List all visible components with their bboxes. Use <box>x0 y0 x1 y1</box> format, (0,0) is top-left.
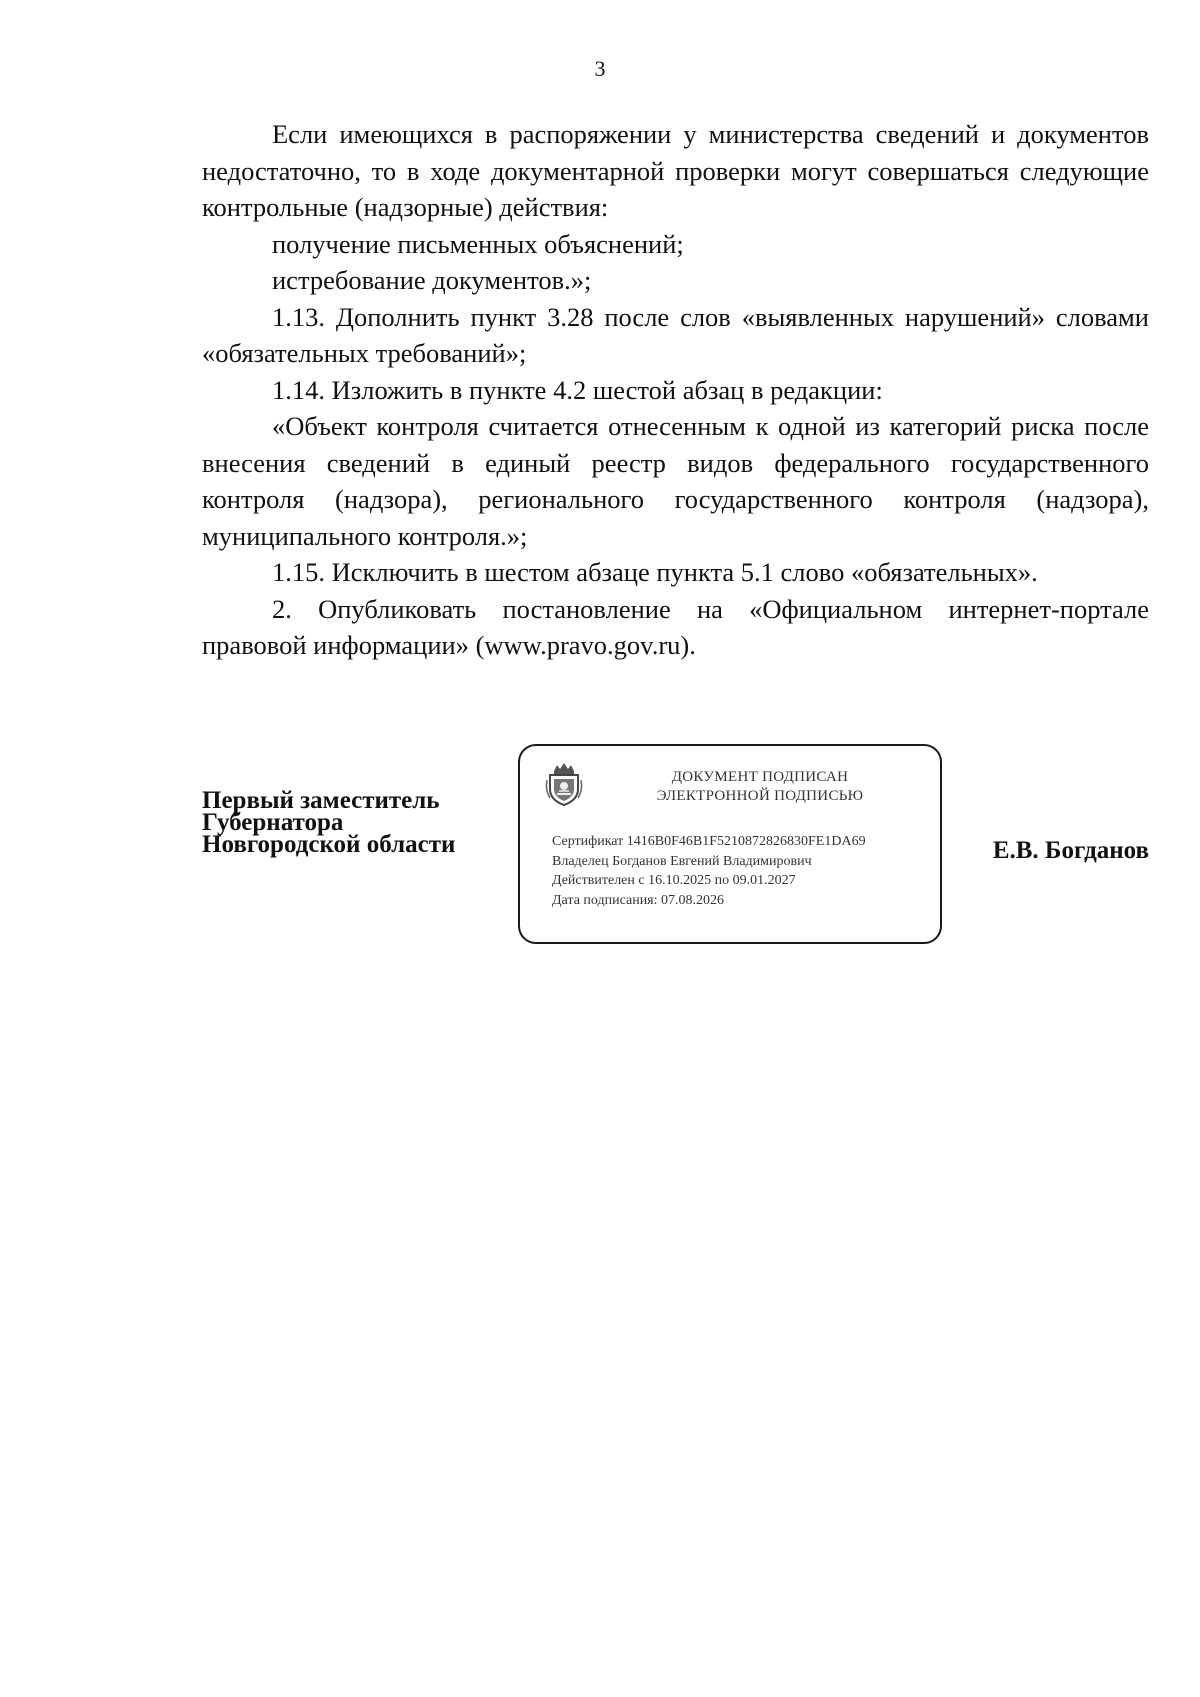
stamp-heading-line: ДОКУМЕНТ ПОДПИСАН <box>671 769 849 785</box>
paragraph: 1.15. Исключить в шестом абзаце пункта 5.1 слово «обязательных». <box>272 557 1038 587</box>
paragraph: 1.14. Изложить в пункте 4.2 шестой абзац в редакции: <box>272 374 883 405</box>
stamp-validity: Действителен с 16.10.2025 по 09.01.2027 <box>552 873 796 888</box>
signer-title-line: Губернатора <box>202 809 344 836</box>
coat-of-arms-icon <box>544 762 584 806</box>
stamp-details <box>552 832 932 910</box>
page-number: 3 <box>594 56 606 81</box>
paragraph: «Объект контроля считается отнесенным к одной из категорий риска после внесения сведений в единый реестр видов федерального государственного контроля (надзора), регионального государственного контроля (надзора), муниципального контроля.»; <box>202 411 1149 551</box>
stamp-certificate: Сертификат 1416B0F46B1F5210872826830FE1DA69 <box>552 834 866 849</box>
document-body <box>202 116 1149 664</box>
stamp-signing-date: Дата подписания: 07.08.2026 <box>552 892 725 908</box>
paragraph: получение письменных объяснений; <box>272 228 684 259</box>
stamp-heading <box>610 768 910 806</box>
paragraph: истребование документов.»; <box>272 265 592 295</box>
electronic-signature-stamp <box>518 744 942 944</box>
signer-title <box>202 787 502 858</box>
signer-title-line: Новгородской области <box>202 831 456 858</box>
stamp-owner: Владелец Богданов Евгений Владимирович <box>552 853 812 869</box>
signer-title-line: Первый заместитель <box>202 787 440 814</box>
paragraph: 2. Опубликовать постановление на «Официальном интернет-портале правовой информации» (www.pravo.gov.ru). <box>202 593 1149 660</box>
signer-name: Е.В. Богданов <box>992 837 1149 864</box>
stamp-heading-line: ЭЛЕКТРОННОЙ ПОДПИСЬЮ <box>656 788 864 804</box>
paragraph: 1.13. Дополнить пункт 3.28 после слов «выявленных нарушений» словами «обязательных требований»; <box>202 301 1149 368</box>
paragraph: Если имеющихся в распоряжении у министерства сведений и документов недостаточно, то в ходе документарной проверки могут совершаться следующие контрольные (надзорные) действия: <box>202 119 1149 222</box>
